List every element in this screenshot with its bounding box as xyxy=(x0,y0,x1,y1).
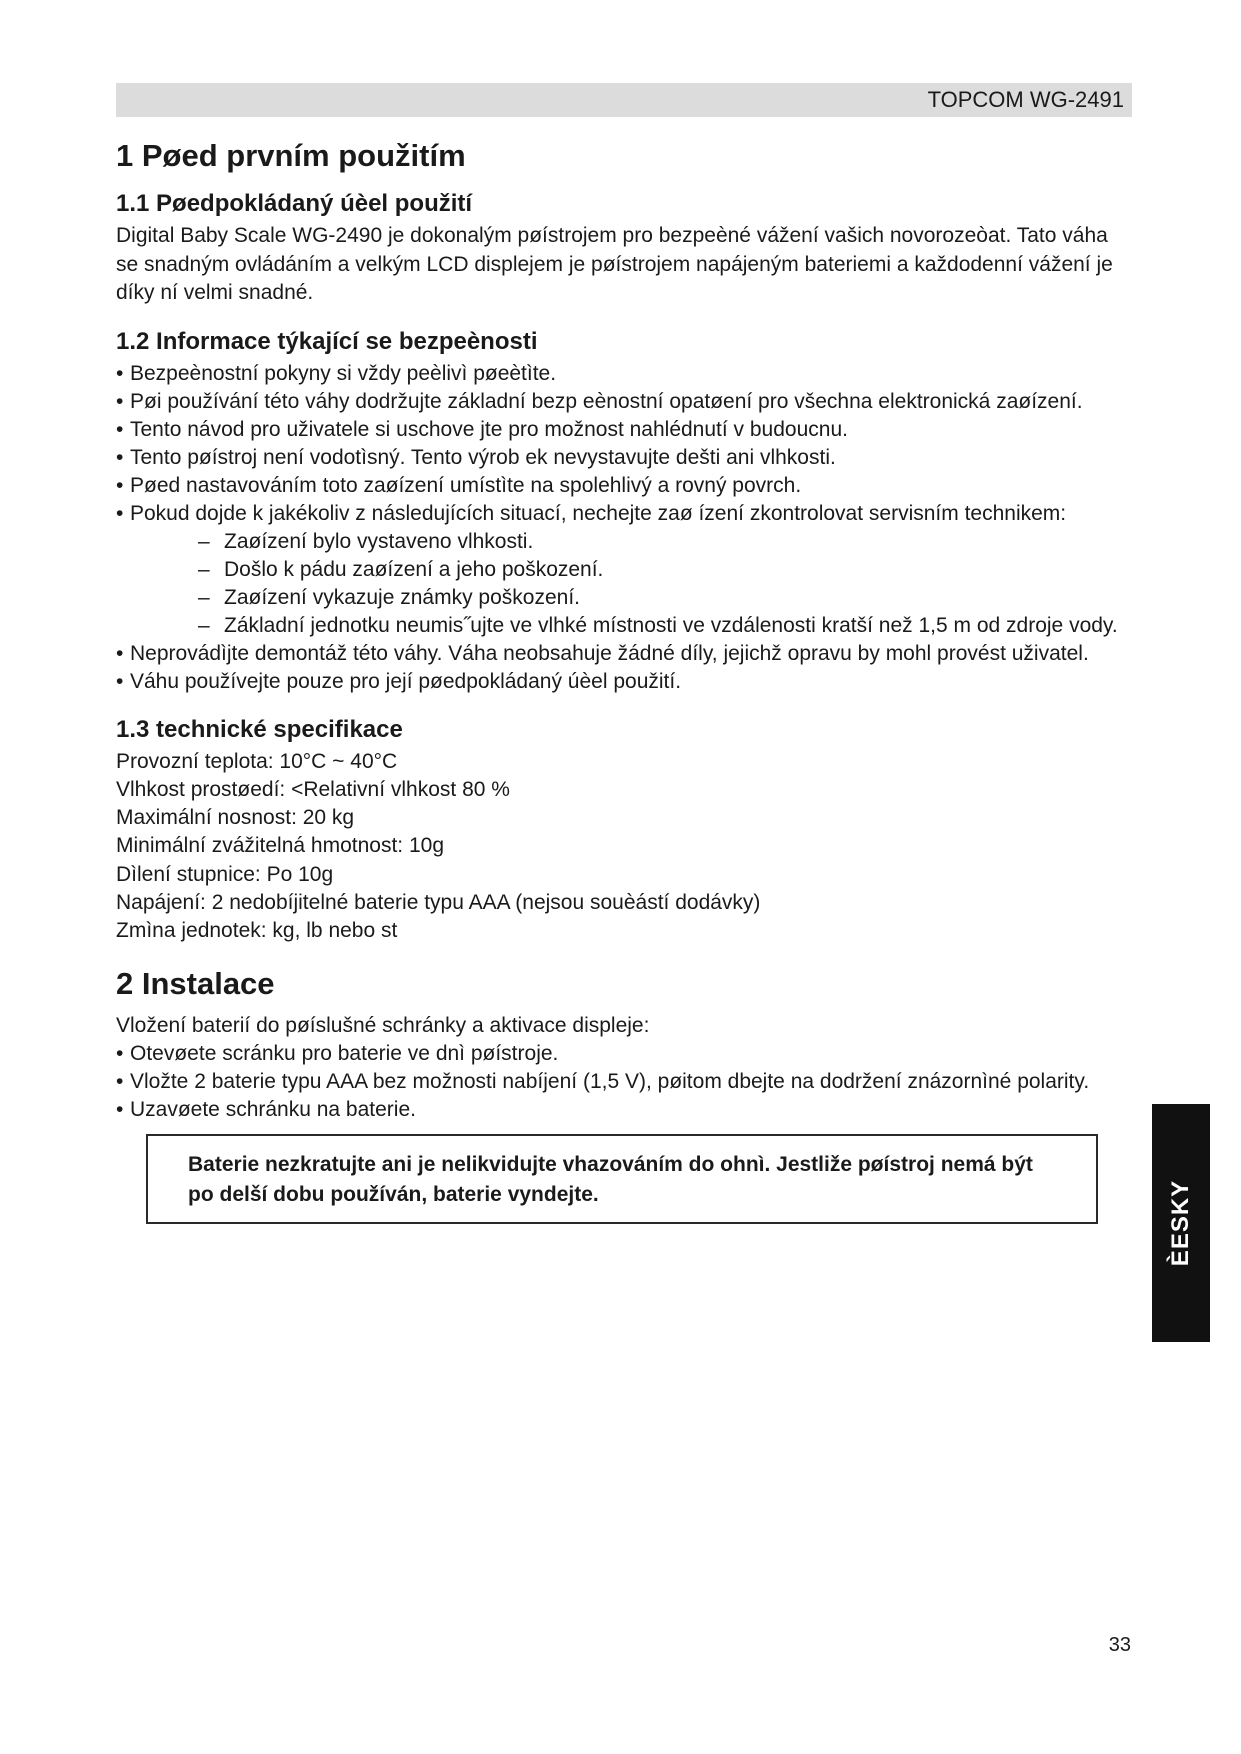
language-tab-label: ÈESKY xyxy=(1167,1179,1194,1267)
dash-icon: – xyxy=(198,529,210,553)
list-item: • Váhu používejte pouze pro její pøedpokládaný úèel použití. xyxy=(116,668,1126,696)
spec-line: Dìlení stupnice: Po 10g xyxy=(116,862,334,886)
list-item: – Základní jednotku neumis˝ujte ve vlhké místnosti ve vzdálenosti kratší než 1,5 m od zdroje vody. xyxy=(198,612,1126,640)
installation-bullets xyxy=(116,1040,1126,1124)
list-item: • Vložte 2 baterie typu AAA bez možnosti nabíjení (1,5 V), pøitom dbejte na dodržení znázornìné polarity. xyxy=(116,1068,1126,1096)
header-title: TOPCOM WG-2491 xyxy=(927,87,1124,112)
list-item: • Tento pøístroj není vodotìsný. Tento výrob ek nevystavujte dešti ani vlhkosti. xyxy=(116,444,1126,472)
chapter-1-title: 1 Pøed prvním použitím xyxy=(116,138,466,173)
dash-icon: – xyxy=(198,585,210,609)
list-item: – Zaøízení vykazuje známky poškození. xyxy=(198,584,1126,612)
bullet-icon: • xyxy=(116,389,124,413)
section-1-1 xyxy=(116,188,1126,308)
section-1-2-title: 1.2 Informace týkající se bezpeènosti xyxy=(116,327,538,355)
list-item: • Bezpeènostní pokyny si vždy peèlivì pøeètìte. xyxy=(116,360,1126,388)
chapter-2-title: 2 Instalace xyxy=(116,965,275,1001)
spec-line: Provozní teplota: 10°C ~ 40°C xyxy=(116,749,398,773)
warning-box xyxy=(146,1134,1098,1224)
spec-line: Maximální nosnost: 20 kg xyxy=(116,806,355,830)
spec-line: Zmìna jednotek: kg, lb nebo st xyxy=(116,919,398,943)
safety-bullets-after xyxy=(116,640,1126,696)
safety-bullets xyxy=(116,360,1126,528)
section-2 xyxy=(116,1012,1126,1225)
list-item: • Pøed nastavováním toto zaøízení umístìte na spolehlivý a rovný povrch. xyxy=(116,472,1126,500)
section-1-1-paragraph: Digital Baby Scale WG-2490 je dokonalým pøístrojem pro bezpeèné vážení vašich novorozeòat. Tato váha se snadným ovládáním a velkým LCD displejem je pøístrojem napájeným bateriemi a každodenní vážení je díky ní velmi snadné. xyxy=(116,224,1113,304)
situation-dashes xyxy=(116,528,1126,640)
language-side-tab xyxy=(1152,1104,1210,1342)
bullet-icon: • xyxy=(116,445,124,469)
page-content xyxy=(116,130,1126,1224)
page-number: 33 xyxy=(1108,1634,1131,1656)
list-item: • Uzavøete schránku na baterie. xyxy=(116,1096,1126,1124)
dash-icon: – xyxy=(198,613,210,637)
section-1-1-title: 1.1 Pøedpokládaný úèel použití xyxy=(116,190,473,217)
list-item: – Došlo k pádu zaøízení a jeho poškození. xyxy=(198,556,1126,584)
header-bar xyxy=(116,83,1132,117)
list-item: • Pøi používání této váhy dodržujte základní bezp eènostní opatøení pro všechna elektronická zaøízení. xyxy=(116,388,1126,416)
list-item: • Neprovádìjte demontáž této váhy. Váha neobsahuje žádné díly, jejichž opravu by mohl provést uživatel. xyxy=(116,640,1126,668)
section-1-2 xyxy=(116,326,1126,696)
bullet-icon: • xyxy=(116,669,124,693)
bullet-icon: • xyxy=(116,473,124,497)
bullet-icon: • xyxy=(116,501,124,525)
bullet-icon: • xyxy=(116,641,124,665)
spec-line: Vlhkost prostøedí: <Relativní vlhkost 80 % xyxy=(116,777,510,801)
list-item: • Tento návod pro uživatele si uschove jte pro možnost nahlédnutí v budoucnu. xyxy=(116,416,1126,444)
installation-intro: Vložení baterií do pøíslušné schránky a aktivace displeje: xyxy=(116,1013,650,1037)
warning-text: Baterie nezkratujte ani je nelikvidujte vhazováním do ohnì. Jestliže pøístroj nemá být po delší dobu používán, baterie vyndejte. xyxy=(188,1153,1033,1207)
dash-icon: – xyxy=(198,557,210,581)
list-item: • Otevøete scránku pro baterie ve dnì pøístroje. xyxy=(116,1040,1126,1068)
list-item: – Zaøízení bylo vystaveno vlhkosti. xyxy=(198,528,1126,556)
spec-line: Napájení: 2 nedobíjitelné baterie typu AAA (nejsou souèástí dodávky) xyxy=(116,890,761,914)
section-1-3-title: 1.3 technické specifikace xyxy=(116,715,403,743)
section-1-3 xyxy=(116,714,1126,946)
bullet-icon: • xyxy=(116,361,124,385)
list-item: • Pokud dojde k jakékoliv z následujících situací, nechejte zaø ízení zkontrolovat servisním technikem: xyxy=(116,500,1126,528)
bullet-icon: • xyxy=(116,1042,124,1066)
bullet-icon: • xyxy=(116,1098,124,1122)
bullet-icon: • xyxy=(116,417,124,441)
spec-line: Minimální zvážitelná hmotnost: 10g xyxy=(116,834,444,858)
bullet-icon: • xyxy=(116,1070,124,1094)
